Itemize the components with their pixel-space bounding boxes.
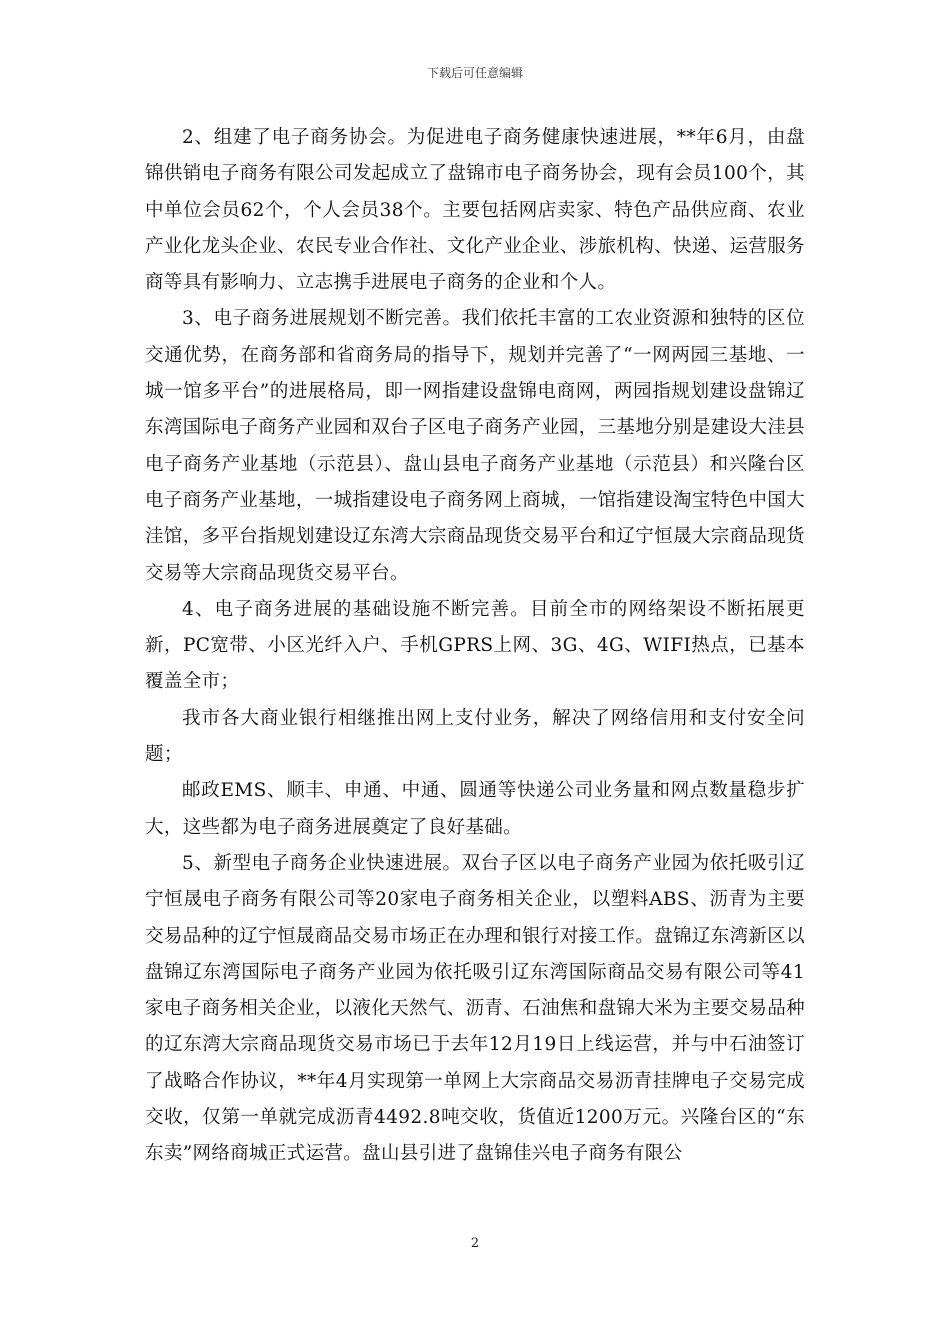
paragraph-association: 2、组建了电子商务协会。为促进电子商务健康快速进展，**年6月，由盘锦供销电子商务有限公司发起成立了盘锦市电子商务协会，现有会员100个，其中单位会员62个，个人会员38个。主要包括网店卖家、特色产品供应商、农业产业化龙头企业、农民专业合作社、文化产业企业、涉旅机构、快递、运营服务商等具有影响力、立志携手进展电子商务的企业和个人。 bbox=[145, 127, 805, 294]
paragraph-planning: 3、电子商务进展规划不断完善。我们依托丰富的工农业资源和独特的区位交通优势，在商务部和省商务局的指导下，规划并完善了“一网两园三基地、一城一馆多平台”的进展格局，即一网指建设盘锦电商网，两园指规划建设盘锦辽东湾国际电子商务产业园和双台子区电子商务产业园，三基地分别是建设大洼县电子商务产业基地（示范县）、盘山县电子商务产业基地（示范县）和兴隆台区电子商务产业基地，一城指建设电子商务网上商城，一馆指建设淘宝特色中国大洼馆，多平台指规划建设辽东湾大宗商品现货交易平台和辽宁恒晟大宗商品现货交易等大宗商品现货交易平台。 bbox=[145, 308, 805, 584]
paragraph-enterprises: 5、新型电子商务企业快速进展。双台子区以电子商务产业园为依托吸引辽宁恒晟电子商务有限公司等20家电子商务相关企业，以塑料ABS、沥青为主要交易品种的辽宁恒晟商品交易市场正在办理和银行对接工作。盘锦辽东湾新区以盘锦辽东湾国际电子商务产业园为依托吸引辽东湾国际商品交易有限公司等41家电子商务相关企业，以液化天然气、沥青、石油焦和盘锦大米为主要交易品种的辽东湾大宗商品现货交易市场已于去年12月19日上线运营，并与中石油签订了战略合作协议，**年4月实现第一单网上大宗商品交易沥青挂牌电子交易完成交收，仅第一单就完成沥青4492.8吨交收，货值近1200万元。兴隆台区的“东东卖”网络商城正式运营。盘山县引进了盘锦佳兴电子商务有限公 bbox=[145, 852, 805, 1165]
page-number: 2 bbox=[470, 1236, 480, 1251]
paragraph-infrastructure: 4、电子商务进展的基础设施不断完善。目前全市的网络架设不断拓展更新，PC宽带、小区光纤入户、手机GPRS上网、3G、4G、WIFI热点，已基本覆盖全市； bbox=[145, 598, 805, 693]
paragraph-banking: 我市各大商业银行相继推出网上支付业务，解决了网络信用和支付安全问题； bbox=[145, 707, 805, 766]
paragraph-express: 邮政EMS、顺丰、申通、中通、圆通等快递公司业务量和网点数量稳步扩大，这些都为电子商务进展奠定了良好基础。 bbox=[145, 780, 805, 838]
page-header: 下载后可任意编辑 bbox=[426, 66, 523, 80]
document-body bbox=[145, 120, 805, 1173]
